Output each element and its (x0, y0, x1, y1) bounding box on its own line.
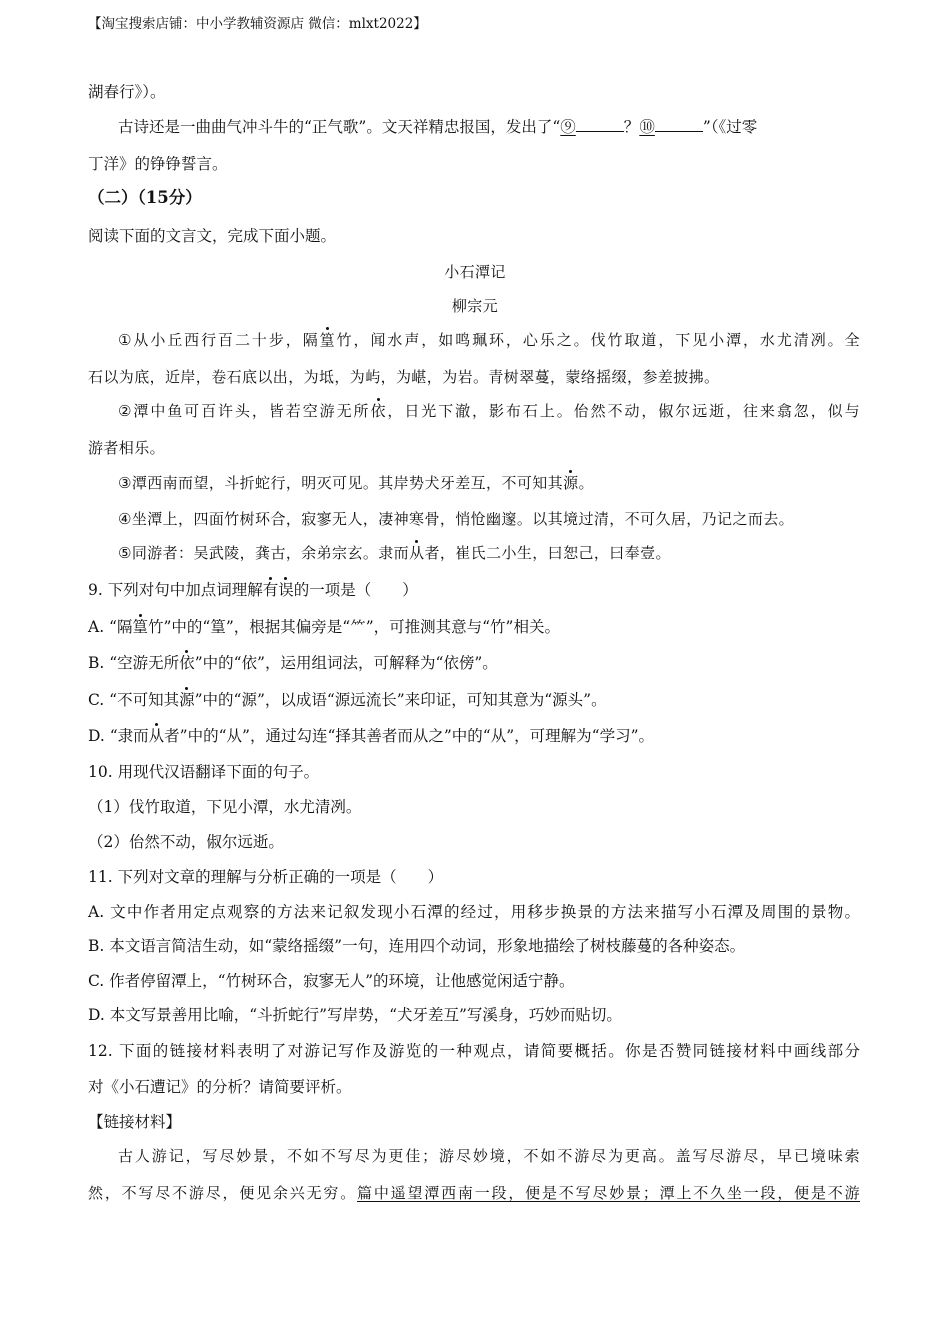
fill-blank-line-2: 丁洋》的铮铮誓言。 (88, 155, 228, 173)
question-12-stem-cont: 对《小石遭记》的分析？请简要评析。 (88, 1078, 352, 1096)
section-instruction: 阅读下面的文言文，完成下面小题。 (88, 227, 337, 245)
article-author: 柳宗元 (451, 297, 499, 315)
dotted-word: 源 (563, 474, 579, 492)
material-label: 【链接材料】 (88, 1113, 182, 1131)
question-10-stem: 10. 用现代汉语翻译下面的句子。 (88, 763, 320, 781)
dotted-word: 源 (179, 691, 195, 709)
article-paragraph-1-cont: 石以为底，近岸，卷石底以出，为坻，为屿，为嵁，为岩。青树翠蔓，蒙络摇缀，参差披拂。 (88, 368, 720, 386)
fill-blank-text-mid: ？ (623, 118, 640, 136)
question-10-sentence-1: （1）伐竹取道，下见小潭，水尤清冽。 (88, 798, 362, 816)
blank-number-9: ⑨ (560, 118, 576, 136)
page-header: 【淘宝搜索店铺：中小学教辅资源店 微信：mlxt2022】 (88, 16, 427, 32)
question-11-option-b[interactable]: B. 本文语言简洁生动，如“蒙络摇缀”一句，连用四个动词，形象地描绘了树枝藤蔓的各种姿态。 (88, 937, 746, 955)
question-9-option-a[interactable]: A. “隔篁竹”中的“篁”，根据其偏旁是“⺮”，可推测其意与“竹”相关。 (88, 618, 560, 636)
dotted-word: 从 (409, 544, 425, 562)
question-11-option-d[interactable]: D. 本文写景善用比喻，“斗折蛇行”写岸势，“犬牙差互”写溪身，巧妙而贴切。 (88, 1006, 622, 1024)
dotted-word: 篁 (132, 618, 148, 636)
fill-blank-line (118, 117, 757, 137)
fill-blank-text-after: ”（《过零 (702, 118, 758, 136)
dotted-word: 篁 (319, 331, 336, 349)
underlined-passage: 篇中遥望潭西南一段，便是不写尽妙景；潭上不久坐一段，便是不游 (357, 1184, 860, 1202)
question-9-option-d[interactable]: D. “隶而从者”中的“从”，通过勾连“择其善者而从之”中的“从”，可理解为“学习”。 (88, 727, 654, 745)
question-9-option-c[interactable]: C. “不可知其源”中的“源”，以成语“源远流长”来印证，可知其意为“源头”。 (88, 691, 607, 709)
article-paragraph-2: ②潭中鱼可百许头，皆若空游无所依，日光下澈，影布石上。佁然不动，俶尔远逝，往来翕忽，似与 (118, 402, 860, 420)
question-9-option-b[interactable]: B. “空游无所依”中的“依”，运用组词法，可解释为“依傍”。 (88, 654, 498, 672)
question-11-option-a[interactable]: A. 文中作者用定点观察的方法来记叙发现小石潭的经过，用移步换景的方法来描写小石潭及周围的景物。 (88, 903, 860, 921)
poem-end-line: 湖春行》）。 (88, 83, 166, 101)
question-11-option-c[interactable]: C. 作者停留潭上，“竹树环合，寂寥无人”的环境，让他感觉闲适宁静。 (88, 972, 575, 990)
section-title: （二）（15分） (88, 188, 202, 207)
dotted-word: 有 (262, 581, 279, 599)
article-paragraph-4: ④坐潭上，四面竹树环合，寂寥无人，凄神寒骨，悄怆幽邃。以其境过清，不可久居，乃记之而去。 (118, 510, 795, 528)
fill-blank-text-before: 古诗还是一曲曲气冲斗牛的“正气歌”。文天祥精忠报国，发出了“ (118, 118, 561, 136)
blank-number-10: ⑩ (639, 118, 655, 136)
article-paragraph-3: ③潭西南而望，斗折蛇行，明灭可见。其岸势犬牙差互，不可知其源。 (118, 474, 594, 492)
article-paragraph-1: ①从小丘西行百二十步，隔篁竹，闻水声，如鸣珮环，心乐之。伐竹取道，下见小潭，水尤清冽。全 (118, 331, 861, 349)
article-paragraph-2-cont: 游者相乐。 (88, 439, 166, 457)
dotted-word: 从 (148, 727, 165, 745)
question-11-stem: 11. 下列对文章的理解与分析正确的一项是（ ） (88, 868, 444, 886)
question-12-stem: 12. 下面的链接材料表明了对游记写作及游览的一种观点，请简要概括。你是否赞同链接材料中画线部分 (88, 1042, 860, 1060)
question-9-stem: 9. 下列对句中加点词理解有误的一项是（ ） (88, 581, 418, 599)
dotted-word: 误 (278, 581, 294, 599)
material-paragraph-cont: 然，不写尽不游尽，便见余兴无穷。篇中遥望潭西南一段，便是不写尽妙景；潭上不久坐一段，便是不游 (88, 1184, 860, 1202)
blank-9[interactable] (576, 117, 624, 132)
dotted-word: 依 (179, 654, 195, 672)
dotted-word: 依 (370, 402, 386, 420)
blank-10[interactable] (655, 117, 703, 132)
material-paragraph: 古人游记，写尽妙景，不如不写尽为更佳；游尽妙境，不如不游尽为更高。盖写尽游尽，早已境味索 (118, 1147, 860, 1165)
article-title: 小石潭记 (444, 263, 506, 281)
question-10-sentence-2: （2）佁然不动，俶尔远逝。 (88, 833, 284, 851)
article-paragraph-5: ⑤同游者：吴武陵，龚古，余弟宗玄。隶而从者，崔氏二小生，曰恕己，曰奉壹。 (118, 544, 671, 562)
